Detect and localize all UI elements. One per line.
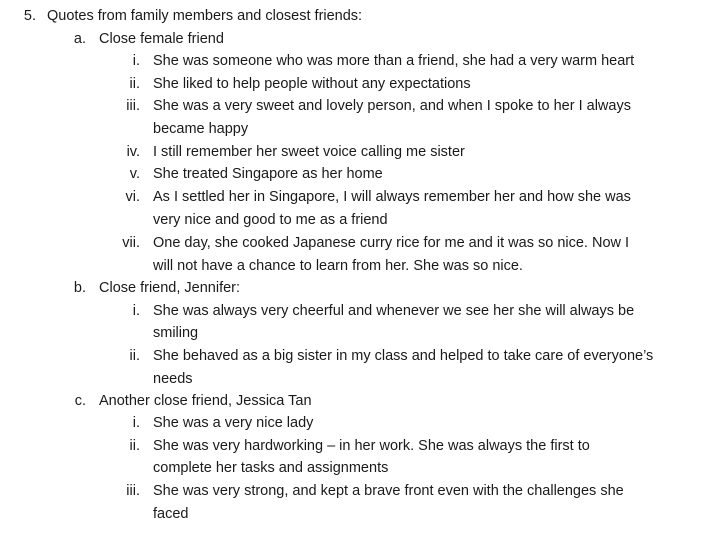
quote-line: She was a very nice lady: [153, 415, 314, 431]
group-title: Close friend, Jennifer:: [99, 280, 241, 296]
quote-line: She behaved as a big sister in my class and helped to take care of everyone’s: [153, 348, 654, 364]
quote-line: I still remember her sweet voice calling me sister: [153, 144, 465, 160]
quote-line: She was very hardworking – in her work. She was always the first to: [153, 438, 590, 454]
quote-numeral: i.: [132, 53, 140, 69]
quote-line: She was always very cheerful and whenever we see her she will always be: [153, 303, 635, 319]
group-letter: b.: [73, 280, 86, 296]
quote-line: She treated Singapore as her home: [153, 166, 383, 182]
quote-numeral: iii.: [126, 98, 140, 114]
quote-line: She was someone who was more than a friend, she had a very warm heart: [153, 53, 635, 69]
quote-line: As I settled her in Singapore, I will always remember her and how she was: [153, 189, 631, 205]
quote-line: She liked to help people without any expectations: [153, 76, 471, 92]
quote-numeral: i.: [132, 415, 140, 431]
quote-line: One day, she cooked Japanese curry rice for me and it was so nice. Now I: [153, 235, 630, 251]
quote-line: will not have a chance to learn from her. She was so nice.: [153, 258, 523, 274]
group-title: Another close friend, Jessica Tan: [99, 393, 312, 409]
quote-line: smiling: [153, 325, 199, 341]
group-letter: c.: [74, 393, 86, 409]
section-title: Quotes from family members and closest friends:: [47, 8, 363, 24]
quote-numeral: ii.: [129, 76, 140, 92]
quote-numeral: vii.: [122, 235, 140, 251]
quote-numeral: ii.: [129, 348, 140, 364]
group-letter: a.: [73, 31, 86, 47]
quote-line: very nice and good to me as a friend: [153, 212, 388, 228]
quote-numeral: i.: [132, 303, 140, 319]
section-number: 5.: [23, 8, 36, 24]
quote-numeral: vi.: [125, 189, 140, 205]
quote-line: complete her tasks and assignments: [153, 460, 389, 476]
quote-line: became happy: [153, 121, 249, 137]
quote-numeral: iii.: [126, 483, 140, 499]
quote-line: She was a very sweet and lovely person, and when I spoke to her I always: [153, 98, 631, 114]
quote-numeral: iv.: [126, 144, 140, 160]
group-title: Close female friend: [99, 31, 224, 47]
quote-line: She was very strong, and kept a brave front even with the challenges she: [153, 483, 624, 499]
quote-line: needs: [153, 371, 193, 387]
quote-numeral: v.: [129, 166, 140, 182]
quote-numeral: ii.: [129, 438, 140, 454]
quote-line: faced: [153, 506, 189, 522]
